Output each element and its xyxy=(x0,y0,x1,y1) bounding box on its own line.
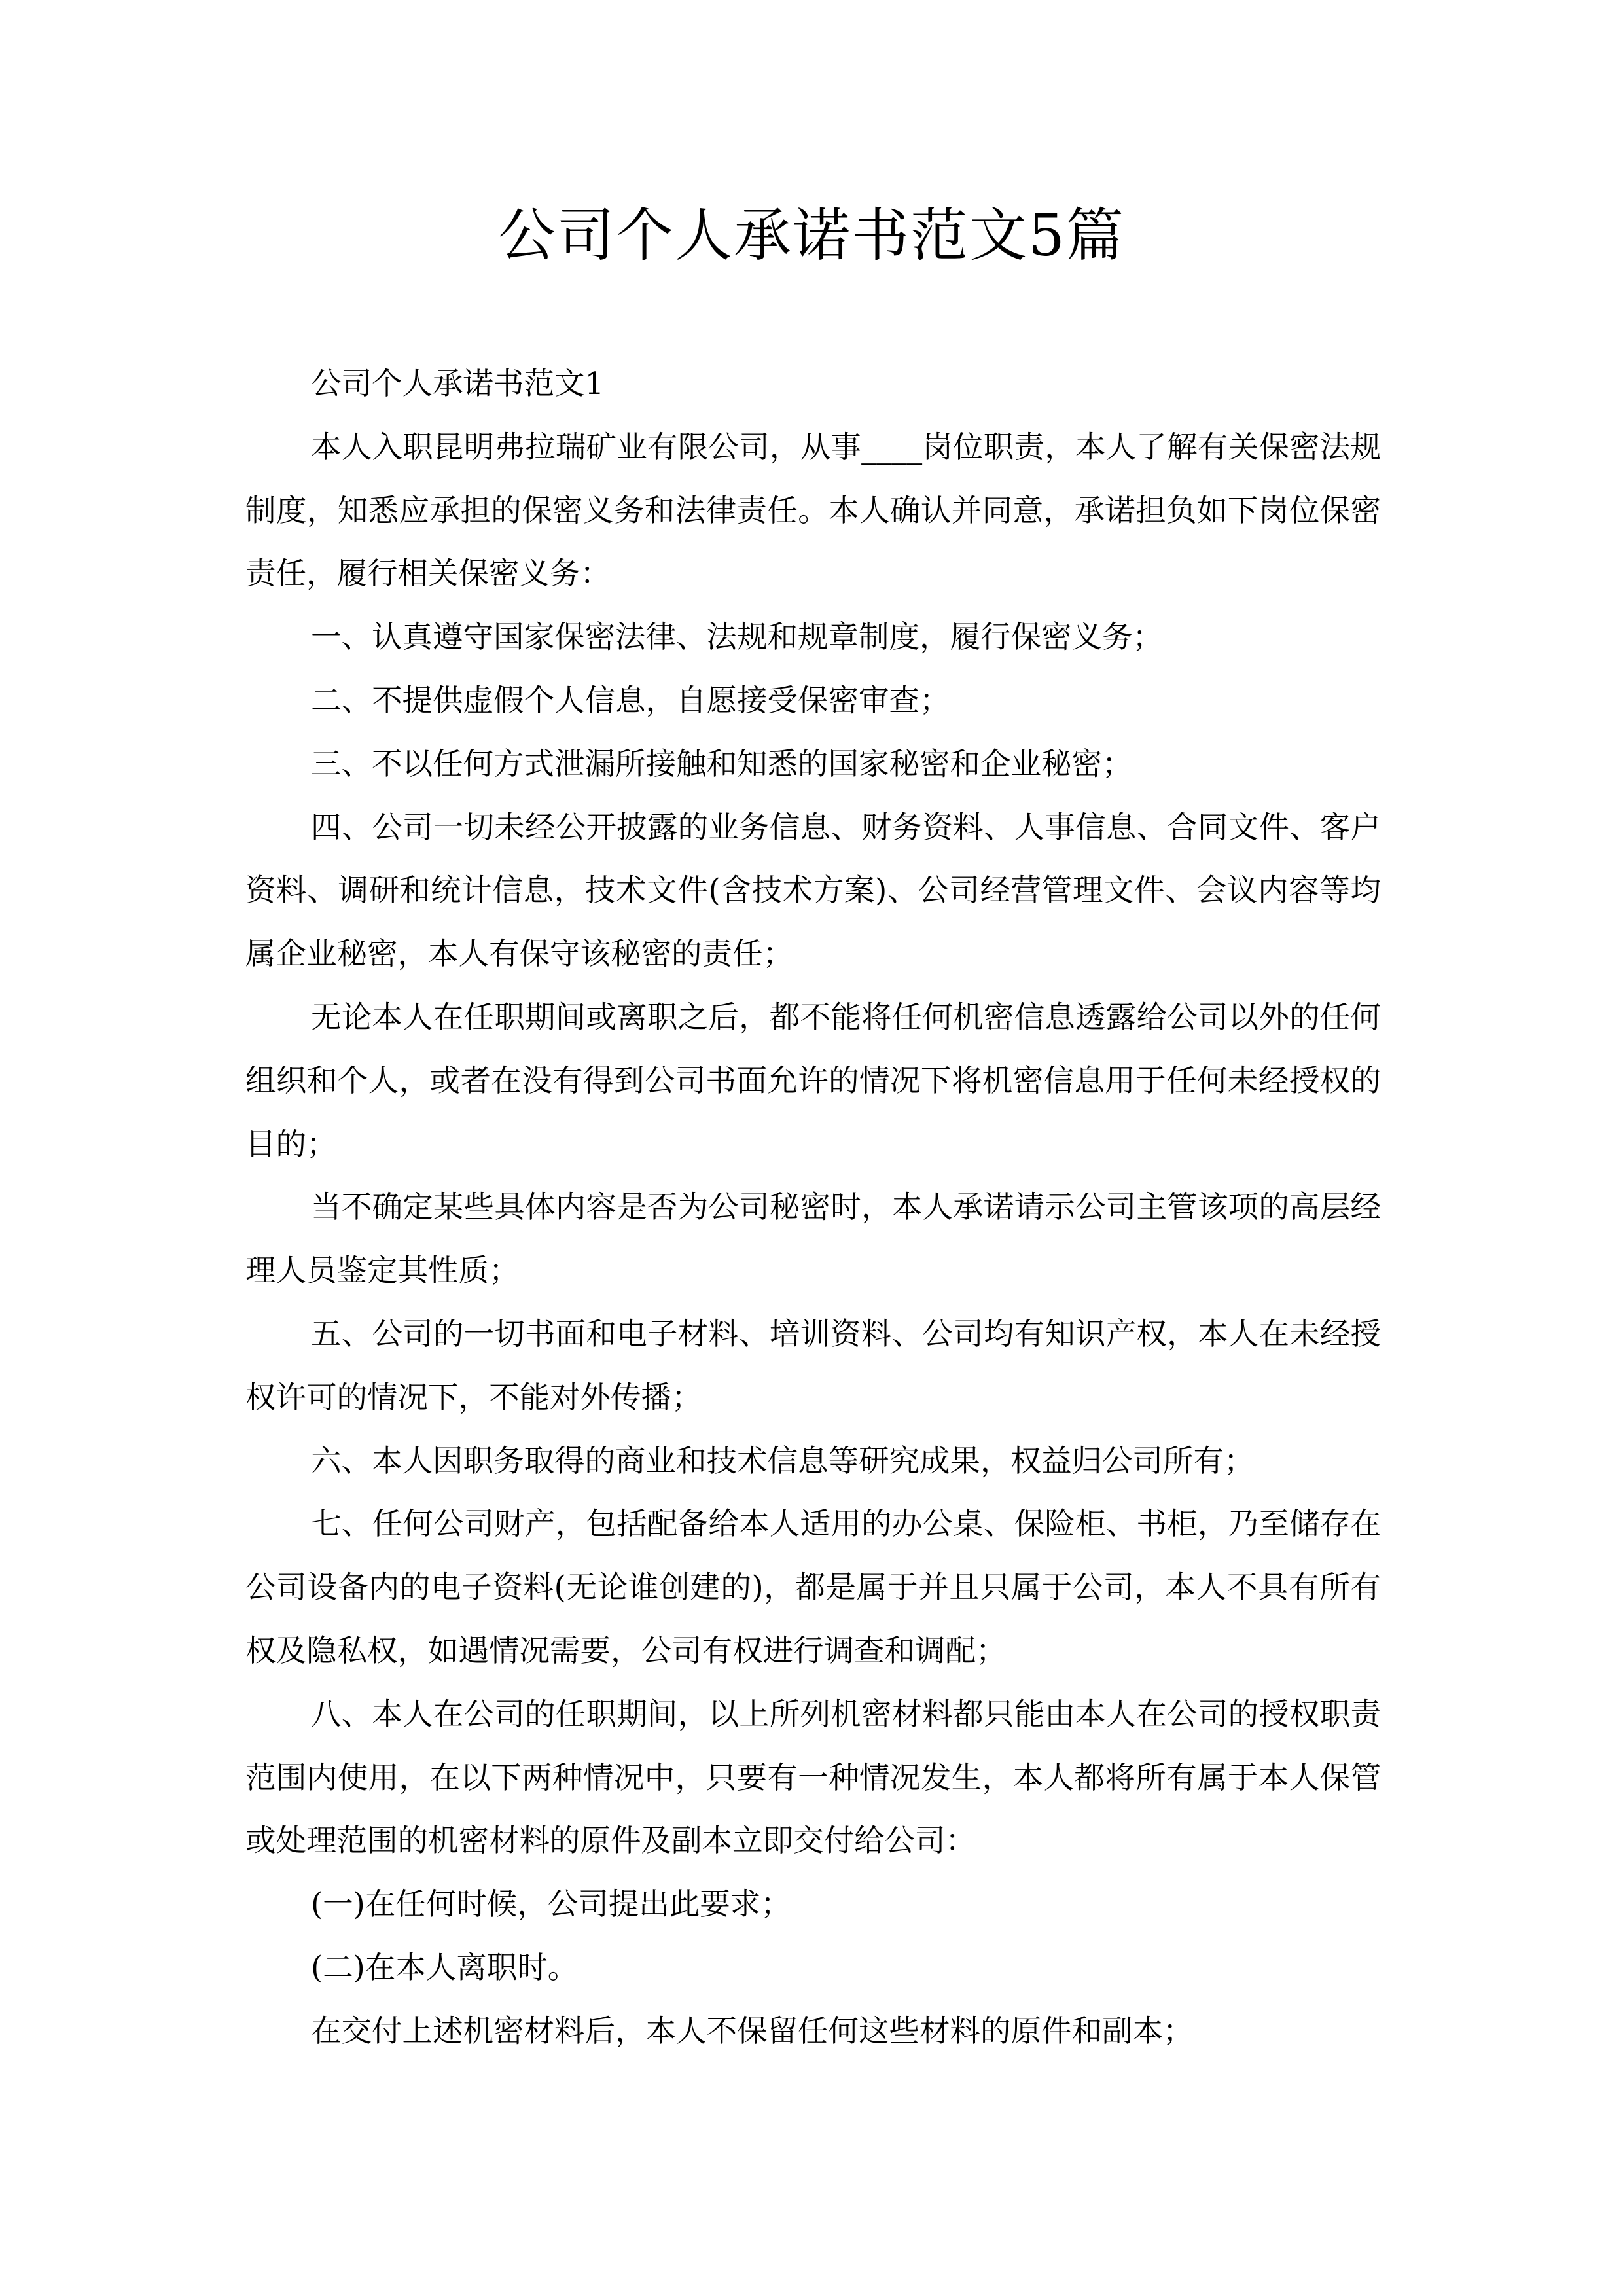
paragraph-item-3: 三、不以任何方式泄漏所接触和知悉的国家秘密和企业秘密； xyxy=(311,745,1133,781)
document-title: 公司个人承诺书范文5篇 xyxy=(498,202,1125,269)
paragraph-confidentiality-after-leaving: 无论本人在任职期间或离职之后，都不能将任何机密信息透露给公司以外的任何组织和个人，或者在没有得到公司书面允许的情况下将机密信息用于任何未经授权的目的； xyxy=(245,999,1381,1162)
paragraph-item-8: 八、本人在公司的任职期间，以上所列机密材料都只能由本人在公司的授权职责范围内使用，在以下两种情况中，只要有一种情况发生，本人都将所有属于本人保管或处理范围的机密材料的原件及副本立即交付给公司： xyxy=(245,1696,1381,1859)
document-body xyxy=(245,352,1381,2063)
paragraph-subitem-2: (二)在本人离职时。 xyxy=(311,1949,579,1985)
paragraph-item-6: 六、本人因职务取得的商业和技术信息等研究成果，权益归公司所有； xyxy=(311,1443,1255,1479)
paragraph-handover: 在交付上述机密材料后，本人不保留任何这些材料的原件和副本； xyxy=(311,2013,1194,2049)
paragraph-intro: 本人入职昆明弗拉瑞矿业有限公司，从事____岗位职责，本人了解有关保密法规制度，知悉应承担的保密义务和法律责任。本人确认并同意，承诺担负如下岗位保密责任，履行相关保密义务： xyxy=(245,429,1381,592)
paragraph-item-2: 二、不提供虚假个人信息，自愿接受保密审查； xyxy=(311,682,950,718)
paragraph-item-7: 七、任何公司财产，包括配备给本人适用的办公桌、保险柜、书柜，乃至储存在公司设备内的电子资料(无论谁创建的)，都是属于并且只属于公司，本人不具有所有权及隐私权，如遇情况需要，公司有权进行调查和调配； xyxy=(245,1506,1381,1668)
paragraph-uncertain-secrets: 当不确定某些具体内容是否为公司秘密时，本人承诺请示公司主管该项的高层经理人员鉴定其性质； xyxy=(245,1189,1381,1289)
paragraph-item-4: 四、公司一切未经公开披露的业务信息、财务资料、人事信息、合同文件、客户资料、调研和统计信息，技术文件(含技术方案)、公司经营管理文件、会议内容等均属企业秘密，本人有保守该秘密的责任； xyxy=(245,809,1381,972)
section-heading: 公司个人承诺书范文1 xyxy=(311,366,605,401)
paragraph-item-1: 一、认真遵守国家保密法律、法规和规章制度，履行保密义务； xyxy=(311,619,1163,655)
paragraph-subitem-1: (一)在任何时候，公司提出此要求； xyxy=(311,1886,791,1922)
paragraph-item-5: 五、公司的一切书面和电子材料、培训资料、公司均有知识产权，本人在未经授权许可的情况下，不能对外传播； xyxy=(245,1316,1381,1415)
